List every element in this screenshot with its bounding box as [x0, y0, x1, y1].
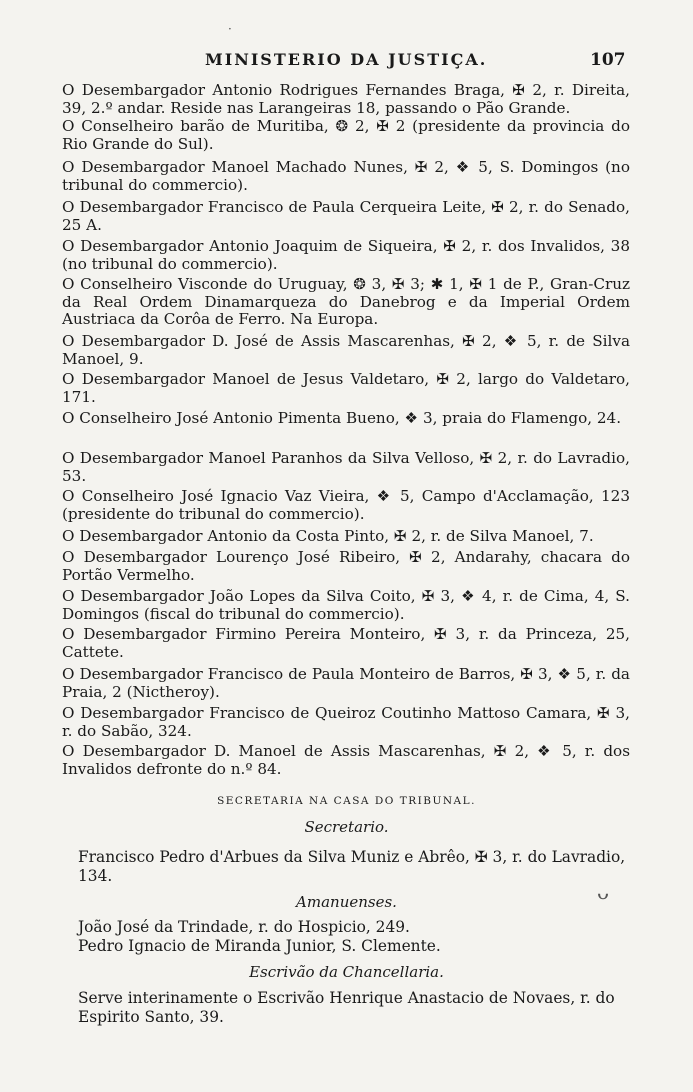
- entry-16: O Desembargador Francisco de Paula Monteiro de Barros, ✠ 3, ❖ 5, r. da Praia, 2 (Nictheroy).: [62, 665, 630, 701]
- secretario-label: Secretario.: [304, 818, 389, 836]
- escrivao-entry: Serve interinamente o Escrivão Henrique Anastacio de Novaes, r. do Espirito Santo, 39.: [78, 989, 615, 1026]
- entry-18: O Desembargador D. Manoel de Assis Mascarenhas, ✠ 2, ❖ 5, r. dos Invalidos defronte do n.º 84.: [62, 742, 630, 778]
- page-header: [0, 50, 693, 74]
- amanuense-1: João José da Trindade, r. do Hospicio, 249.: [78, 918, 410, 936]
- entry-7: O Desembargador D. José de Assis Mascarenhas, ✠ 2, ❖ 5, r. de Silva Manoel, 9.: [62, 332, 630, 368]
- entry-4: O Desembargador Francisco de Paula Cerqueira Leite, ✠ 2, r. do Senado, 25 A.: [62, 198, 630, 234]
- entry-13: O Desembargador Lourenço José Ribeiro, ✠ 2, Andarahy, chacara do Portão Vermelho.: [62, 548, 630, 584]
- secretario-entry: Francisco Pedro d'Arbues da Silva Muniz e Abrêo, ✠ 3, r. do Lavradio, 134.: [78, 848, 626, 885]
- entry-2: O Conselheiro barão de Muritiba, ❂ 2, ✠ 2 (presidente da provincia do Rio Grande do Sul).: [62, 117, 630, 153]
- entry-11: O Conselheiro José Ignacio Vaz Vieira, ❖ 5, Campo d'Acclamação, 123 (presidente do tribunal do commercio).: [62, 487, 630, 523]
- escrivao-label: Escrivão da Chancellaria.: [249, 963, 444, 981]
- entry-12: O Desembargador Antonio da Costa Pinto, ✠ 2, r. de Silva Manoel, 7.: [62, 527, 594, 545]
- amanuenses-label: Amanuenses.: [296, 893, 397, 911]
- entry-5: O Desembargador Antonio Joaquim de Siqueira, ✠ 2, r. dos Invalidos, 38 (no tribunal do commercio).: [62, 237, 630, 273]
- running-title: MINISTERIO DA JUSTIÇA.: [205, 50, 488, 69]
- entry-6: O Conselheiro Visconde do Uruguay, ❂ 3, ✠ 3; ✱ 1, ✠ 1 de P., Gran-Cruz da Real Ordem Dinamarqueza do Danebrog e da Imperial Ordem Austriaca da Corôa de Ferro. Na Europa.: [62, 275, 630, 329]
- entry-8: O Desembargador Manoel de Jesus Valdetaro, ✠ 2, largo do Valdetaro, 171.: [62, 370, 630, 406]
- entry-14: O Desembargador João Lopes da Silva Coito, ✠ 3, ❖ 4, r. de Cima, 4, S. Domingos (fiscal do tribunal do commercio).: [62, 587, 630, 623]
- section-heading: SECRETARIA NA CASA DO TRIBUNAL.: [217, 795, 476, 807]
- entry-3: O Desembargador Manoel Machado Nunes, ✠ 2, ❖ 5, S. Domingos (no tribunal do commercio).: [62, 158, 630, 194]
- entry-17: O Desembargador Francisco de Queiroz Coutinho Mattoso Camara, ✠ 3, r. do Sabão, 324.: [62, 704, 630, 740]
- entry-10: O Desembargador Manoel Paranhos da Silva Velloso, ✠ 2, r. do Lavradio, 53.: [62, 449, 630, 485]
- amanuense-2: Pedro Ignacio de Miranda Junior, S. Clemente.: [78, 937, 441, 955]
- ink-mark: ᴗ: [597, 880, 610, 904]
- entry-9: O Conselheiro José Antonio Pimenta Bueno, ❖ 3, praia do Flamengo, 24.: [62, 409, 622, 427]
- entry-1: O Desembargador Antonio Rodrigues Fernandes Braga, ✠ 2, r. Direita, 39, 2.º andar. Reside nas Larangeiras 18, passando o Pão Grande.: [62, 81, 630, 117]
- ink-speck: ·: [228, 22, 232, 36]
- page-number: 107: [590, 50, 626, 70]
- entry-15: O Desembargador Firmino Pereira Monteiro, ✠ 3, r. da Princeza, 25, Cattete.: [62, 625, 630, 661]
